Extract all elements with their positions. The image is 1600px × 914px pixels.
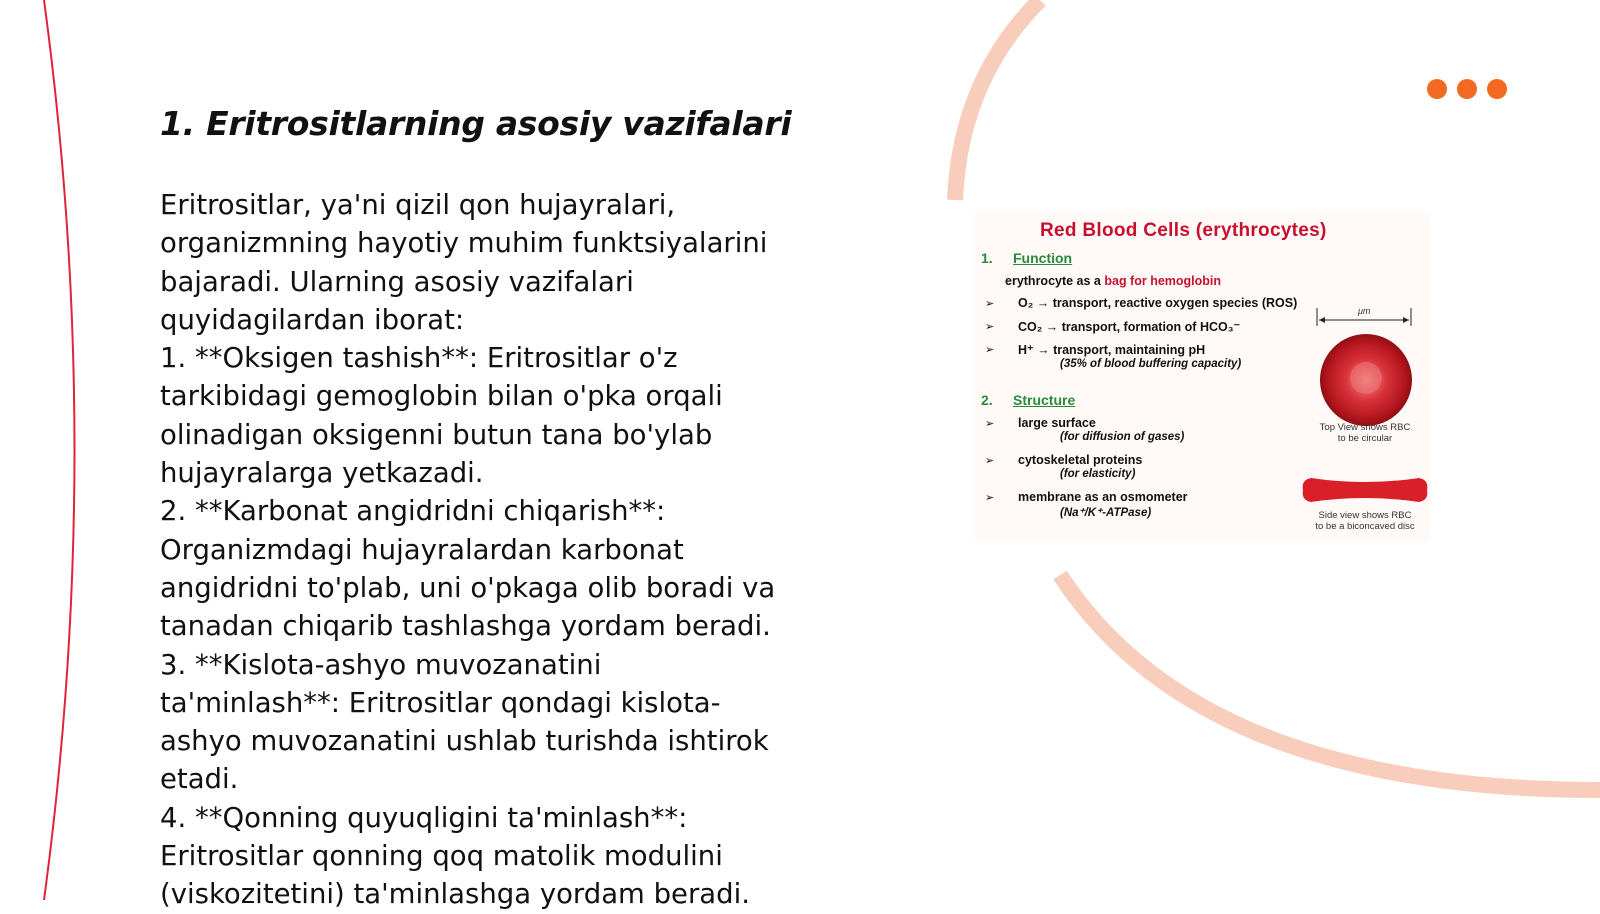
body-line: Eritrositlar qonning qoq matolik modulini bbox=[160, 840, 723, 873]
rbc-figure bbox=[975, 212, 1430, 542]
bullet-arrow-icon: ➢ bbox=[985, 492, 995, 504]
function-item: O₂ → transport, reactive oxygen species (ROS) bbox=[1018, 296, 1298, 310]
body-line: angidridni to'plab, uni o'pkaga olib boradi va bbox=[160, 571, 776, 604]
rbc-side-view-image bbox=[1301, 474, 1429, 506]
body-line: quyidagilardan iborat: bbox=[160, 303, 465, 336]
bullet-arrow-icon: ➢ bbox=[985, 418, 995, 430]
figure-title: Red Blood Cells (erythrocytes) bbox=[1040, 220, 1327, 241]
intro-prefix: erythrocyte as a bbox=[1005, 274, 1105, 288]
dot-icon-1 bbox=[1427, 79, 1447, 99]
item-note: (Na⁺/K⁺-ATPase) bbox=[1060, 507, 1152, 519]
dot-icon-2 bbox=[1457, 79, 1477, 99]
section-number-2: 2. bbox=[981, 392, 993, 408]
body-line: ashyo muvozanatini ushlab turishda ishtirok bbox=[160, 725, 769, 758]
body-line: olinadigan oksigenni butun tana bo'ylab bbox=[160, 418, 713, 451]
function-item: CO₂ → transport, formation of HCO₃⁻ bbox=[1018, 320, 1241, 334]
section-heading-function: Function bbox=[1013, 250, 1073, 266]
structure-item: membrane as an osmometer bbox=[1018, 490, 1188, 504]
left-accent-line bbox=[44, 0, 75, 900]
structure-item: large surface bbox=[1018, 416, 1096, 430]
figure-intro bbox=[1005, 274, 1221, 288]
body-line: etadi. bbox=[160, 763, 239, 796]
section-heading-structure: Structure bbox=[1013, 392, 1076, 408]
bullet-arrow-icon: ➢ bbox=[985, 321, 995, 333]
body-line: 4. **Qonning quyuqligini ta'minlash**: bbox=[160, 801, 688, 834]
body-line: (viskozitetini) ta'minlashga yordam beradi. bbox=[160, 878, 750, 911]
item-note: (for elasticity) bbox=[1060, 468, 1136, 480]
ring-arc-top bbox=[955, 0, 1040, 200]
intro-highlight: bag for hemoglobin bbox=[1104, 274, 1222, 288]
body-line: 1. **Oksigen tashish**: Eritrositlar o'z bbox=[160, 342, 678, 375]
side-view-caption: Side view shows RBC to be a biconcaved disc bbox=[1315, 510, 1415, 532]
more-options-dots[interactable] bbox=[1427, 79, 1507, 99]
item-note: (for diffusion of gases) bbox=[1060, 431, 1185, 443]
body-line: tanadan chiqarib tashlashga yordam beradi. bbox=[160, 610, 771, 643]
slide-body-text bbox=[160, 186, 850, 914]
item-note: (35% of blood buffering capacity) bbox=[1060, 358, 1242, 370]
body-line: hujayralarga yetkazadi. bbox=[160, 457, 484, 490]
body-line: Organizmdagi hujayralardan karbonat bbox=[160, 533, 684, 566]
body-line: organizmning hayotiy muhim funktsiyalarini bbox=[160, 227, 768, 260]
bullet-arrow-icon: ➢ bbox=[985, 455, 995, 467]
body-line: 2. **Karbonat angidridni chiqarish**: bbox=[160, 495, 666, 528]
body-line: tarkibidagi gemoglobin bilan o'pka orqali bbox=[160, 380, 723, 413]
body-line: Eritrositlar, ya'ni qizil qon hujayralari, bbox=[160, 189, 676, 221]
body-line: 3. **Kislota-ashyo muvozanatini bbox=[160, 648, 602, 681]
structure-item: cytoskeletal proteins bbox=[1018, 453, 1143, 467]
body-line: ta'minlash**: Eritrositlar qondagi kislota- bbox=[160, 686, 721, 719]
top-view-caption: Top View shows RBC to be circular bbox=[1319, 422, 1411, 444]
rbc-top-view-image bbox=[1318, 332, 1414, 428]
bullet-arrow-icon: ➢ bbox=[985, 344, 995, 356]
bullet-arrow-icon: ➢ bbox=[985, 298, 995, 310]
scale-label: μm bbox=[1358, 306, 1371, 316]
function-item: H⁺ → transport, maintaining pH bbox=[1018, 343, 1206, 357]
section-number-1: 1. bbox=[981, 250, 993, 266]
body-line: bajaradi. Ularning asosiy vazifalari bbox=[160, 265, 634, 298]
slide-title: 1. Eritrositlarning asosiy vazifalari bbox=[160, 104, 792, 143]
dot-icon-3 bbox=[1487, 79, 1507, 99]
ring-arc-bottom bbox=[1060, 575, 1600, 790]
